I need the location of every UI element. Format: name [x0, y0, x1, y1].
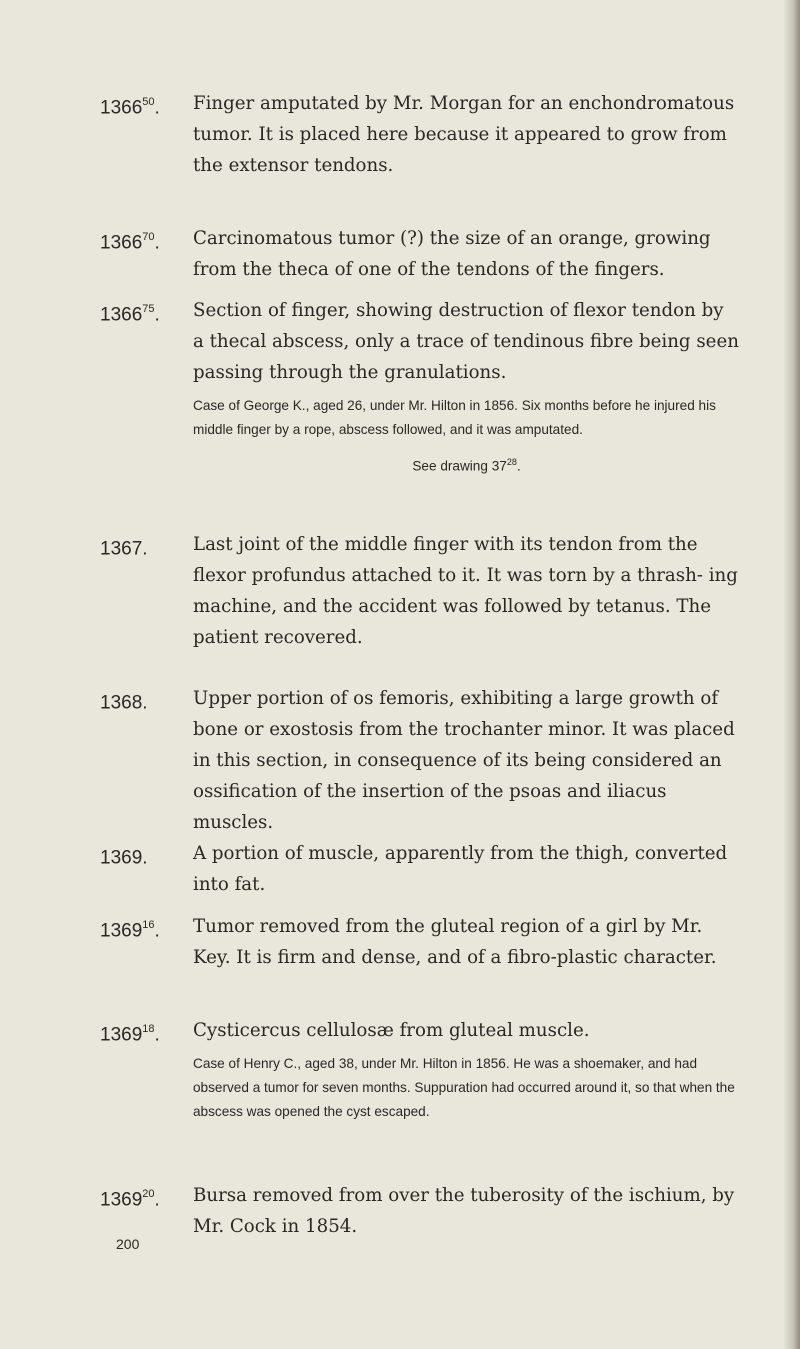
entry-text: Upper portion of os femoris, exhibiting a large growth of bone or exostosis from the trochanter minor. It was placed in this section, in consequence of its being considered an ossification of the insertion of the psoas and iliacus muscles.	[193, 688, 735, 833]
case-note: Case of George K., aged 26, under Mr. Hilton in 1856. Six months before he injured his middle finger by a rope, abscess followed, and it was amputated.	[193, 398, 716, 437]
entry-number: 1369$^{20}$.	[100, 1188, 160, 1211]
see-drawing-reference: See drawing $37^{28}$.	[412, 457, 521, 474]
entry-number: 1366$^{70}$.	[100, 231, 160, 254]
entry-text: Last joint of the middle finger with its tendon from the flexor profundus attached to it. It was torn by a thrash- ing machine, and the accident was followed by tetanus. The patient recovered.	[193, 534, 738, 648]
entry-text: A portion of muscle, apparently from the thigh, converted into fat.	[193, 843, 728, 895]
catalogue-entry	[100, 838, 740, 900]
entry-text: Bursa removed from over the tuberosity of the ischium, by Mr. Cock in 1854.	[193, 1185, 735, 1237]
catalogue-entry	[100, 295, 740, 479]
catalogue-entry	[100, 529, 740, 653]
case-note: Case of Henry C., aged 38, under Mr. Hilton in 1856. He was a shoemaker, and had observed a tumor for seven months. Suppuration had occurred around it, so that when the abscess was opened the cyst escaped.	[193, 1056, 735, 1119]
entry-text: Finger amputated by Mr. Morgan for an enchondromatous tumor. It is placed here because it appeared to grow from the extensor tendons.	[193, 93, 735, 176]
entry-text: Tumor removed from the gluteal region of a girl by Mr. Key. It is firm and dense, and of a fibro-plastic character.	[193, 916, 717, 968]
entry-number: 1366$^{50}$.	[100, 96, 160, 119]
entry-number: 1369$^{18}$.	[100, 1023, 160, 1046]
catalogue-entry	[100, 683, 740, 838]
entry-text: Cysticercus cellulosæ from gluteal muscle.	[193, 1020, 590, 1041]
entry-number: 1366$^{75}$.	[100, 303, 160, 326]
entry-number: 1367.	[100, 538, 148, 560]
page-edge	[784, 0, 800, 1349]
entry-number: 1369$^{16}$.	[100, 919, 160, 942]
catalogue-entry	[100, 223, 740, 285]
entry-text: Section of finger, showing destruction of flexor tendon by a thecal abscess, only a trace of tendinous fibre being seen passing through the granulations.	[193, 300, 739, 383]
page-number: 200	[116, 1236, 140, 1252]
catalogue-entry	[100, 1180, 740, 1242]
catalogue-entry	[100, 911, 740, 973]
catalogue-entry	[100, 88, 740, 181]
entry-text: Carcinomatous tumor (?) the size of an orange, growing from the theca of one of the tendons of the fingers.	[193, 228, 711, 280]
entry-number: 1368.	[100, 692, 148, 714]
entry-number: 1369.	[100, 847, 148, 869]
catalogue-entry	[100, 1015, 740, 1124]
